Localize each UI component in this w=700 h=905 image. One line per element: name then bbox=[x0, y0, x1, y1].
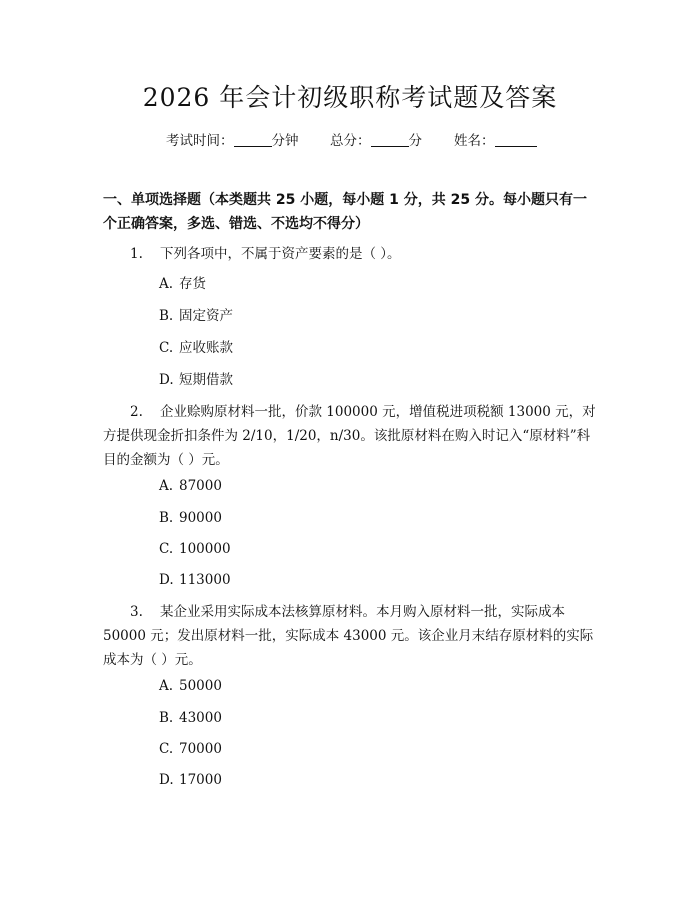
time-blank bbox=[234, 132, 272, 147]
question-text: 企业赊购原材料一批，价款 100000 元，增值税进项税额 13000 元，对方提供现金折扣条件为 2/10，1/20，n/30。该批原材料在购入时记入“原材料”科目的金额为（ ）元。 bbox=[103, 404, 596, 468]
option-3a: A. 50000 bbox=[159, 678, 222, 694]
question-text: 下列各项中，不属于资产要素的是（ ）。 bbox=[160, 246, 401, 262]
score-blank bbox=[371, 132, 409, 147]
option-3b: B. 43000 bbox=[159, 710, 222, 726]
question-number: 1. bbox=[130, 246, 143, 262]
name-field bbox=[454, 131, 537, 151]
time-unit: 分钟 bbox=[271, 133, 299, 149]
option-2c: C. 100000 bbox=[159, 541, 231, 557]
option-2d: D. 113000 bbox=[159, 572, 231, 588]
question-number: 2. bbox=[130, 404, 143, 420]
section-heading: 一、单项选择题（本类题共 25 小题，每小题 1 分，共 25 分。每小题只有一个正确答案，多选、错选、不选均不得分） bbox=[103, 192, 587, 232]
time-field bbox=[166, 131, 299, 151]
page-title: 2026 年会计初级职称考试题及答案 bbox=[142, 83, 558, 112]
option-1d: D. 短期借款 bbox=[159, 372, 233, 388]
time-label: 考试时间： bbox=[166, 133, 234, 149]
score-label: 总分： bbox=[330, 133, 371, 149]
question-text: 某企业采用实际成本法核算原材料。本月购入原材料一批，实际成本 50000 元；发出原材料一批，实际成本 43000 元。该企业月末结存原材料的实际成本为（ ）元。 bbox=[103, 604, 594, 668]
option-3c: C. 70000 bbox=[159, 741, 222, 757]
option-2b: B. 90000 bbox=[159, 510, 222, 526]
score-unit: 分 bbox=[408, 133, 422, 149]
question-1 bbox=[103, 242, 597, 266]
question-3 bbox=[103, 600, 597, 672]
option-1c: C. 应收账款 bbox=[159, 340, 233, 356]
option-1b: B. 固定资产 bbox=[159, 308, 233, 324]
name-label: 姓名： bbox=[454, 133, 495, 149]
option-1a: A. 存货 bbox=[159, 276, 206, 292]
question-number: 3. bbox=[130, 604, 143, 620]
question-2 bbox=[103, 400, 597, 472]
option-3d: D. 17000 bbox=[159, 772, 222, 788]
option-2a: A. 87000 bbox=[159, 478, 222, 494]
name-blank bbox=[495, 132, 537, 147]
score-field bbox=[330, 131, 422, 151]
